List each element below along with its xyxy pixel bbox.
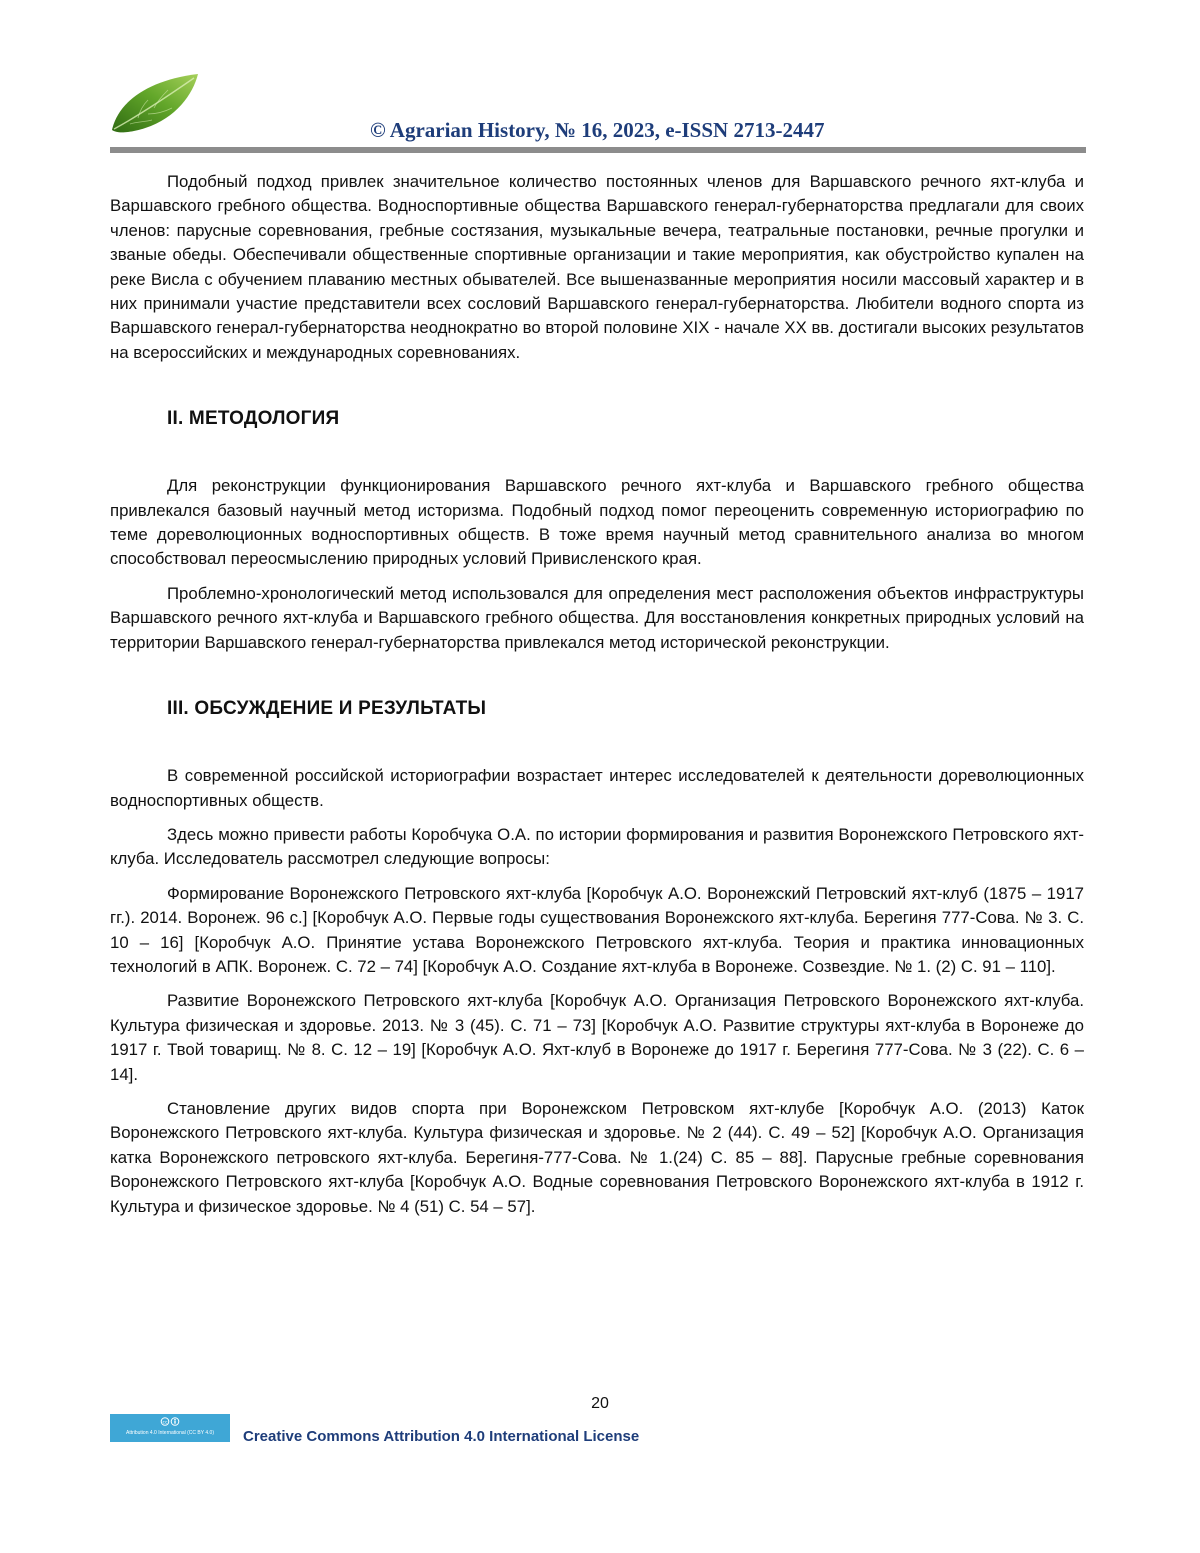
discussion-paragraph: В современной российской историографии возрастает интерес исследователей к деятельности дореволюционных водноспортивных обществ. [110, 766, 1084, 810]
section-heading-discussion: III. ОБСУЖДЕНИЕ И РЕЗУЛЬТАТЫ [167, 698, 487, 720]
discussion-paragraph: Развитие Воронежского Петровского яхт-клуба [Коробчук А.О. Организация Петровского Воронежского яхт-клуба. Культура физическая и здоровье. 2013. № 3 (45). С. 71 – 73] [Коробчук А.О. Развитие структуры яхт-клуба в Воронеже до 1917 г. Твой товарищ. № 8. С. 12 – 19] [Коробчук А.О. Яхт-клуб в Воронеже до 1917 г. Берегиня 777-Сова. № 3 (22). С. 6 – 14]. [110, 991, 1084, 1084]
header-rule [110, 147, 1086, 153]
license-badge[interactable] [110, 1414, 230, 1442]
license-badge-text: Attribution 4.0 International (CC BY 4.0) [125, 1430, 214, 1436]
journal-title: © Agrarian History, № 16, 2023, e-ISSN 2713-2447 [370, 118, 825, 142]
license-link[interactable]: Creative Commons Attribution 4.0 International License [243, 1428, 640, 1445]
discussion-paragraph: Становление других видов спорта при Воронежском Петровском яхт-клубе [Коробчук А.О. (2013) Каток Воронежского Петровского яхт-клуба. Культура физическая и здоровье. № 2 (44). С. 49 – 52] [Коробчук А.О. Организация катка Воронежского петровского яхт-клуба. Берегиня-777-Сова. № 1.(24) С. 85 – 88]. Парусные гребные соревнования Воронежского Петровского яхт-клуба [Коробчук А.О. Водные соревнования Петровского Воронежского яхт-клуба в 1912 г. Культура и физическое здоровье. № 4 (51) С. 54 – 57]. [110, 1098, 1084, 1216]
methodology-paragraph: Проблемно-хронологический метод использовался для определения мест расположения объектов инфраструктуры Варшавского речного яхт-клуба и Варшавского гребного общества. Для восстановления конкретных природных условий на территории Варшавского генерал-губернаторства привлекался метод исторической реконструкции. [110, 583, 1084, 652]
intro-paragraph: Подобный подход привлек значительное количество постоянных членов для Варшавского речного яхт-клуба и Варшавского гребного общества. Водноспортивные общества Варшавского генерал-губернаторства предлагали для своих членов: парусные соревнования, гребные состязания, музыкальные вечера, театральные постановки, речные прогулки и званые обеды. Обеспечивали общественные спортивные организации и такие мероприятия, как обустройство купален на реке Висла с обучением плаванию местных обывателей. Все вышеназванные мероприятия носили массовый характер и в них принимали участие представители всех сословий Варшавского генерал-губернаторства. Любители водного спорта из Варшавского генерал-губернаторства неоднократно во второй половине XIX - начале XX вв. достигали высоких результатов на всероссийских и международных соревнованиях. [110, 172, 1085, 362]
discussion-paragraph: Формирование Воронежского Петровского яхт-клуба [Коробчук А.О. Воронежский Петровский яхт-клуб (1875 – 1917 гг.). 2014. Воронеж. 96 с.] [Коробчук А.О. Первые годы существования Воронежского яхт-клуба. Берегиня 777-Сова. № 3. С. 10 – 16] [Коробчук А.О. Принятие устава Воронежского Петровского яхт-клуба. Теория и практика инновационных технологий в АПК. Воронеж. С. 72 – 74] [Коробчук А.О. Создание яхт-клуба в Воронеже. Созвездие. № 1. (2) С. 91 – 110]. [110, 883, 1084, 976]
cc-by-icon [160, 1417, 180, 1426]
page-header [0, 0, 1200, 160]
leaf-icon [108, 72, 200, 134]
page-number: 20 [591, 1395, 609, 1412]
section-heading-methodology: II. МЕТОДОЛОГИЯ [167, 408, 340, 430]
methodology-paragraph: Для реконструкции функционирования Варшавского речного яхт-клуба и Варшавского гребного общества привлекался базовый научный метод историзма. Подобный подход помог переоценить современную историографию по теме дореволюционных водноспортивных обществ. В тоже время научный метод сравнительного анализа во многом способствовал переосмыслению природных условий Привисленского края. [110, 476, 1084, 569]
discussion-paragraph: Здесь можно привести работы Коробчука О.А. по истории формирования и развития Воронежского Петровского яхт-клуба. Исследователь рассмотрел следующие вопросы: [110, 824, 1084, 869]
article-body [110, 170, 1084, 1219]
svg-text:cc: cc [162, 1420, 168, 1426]
